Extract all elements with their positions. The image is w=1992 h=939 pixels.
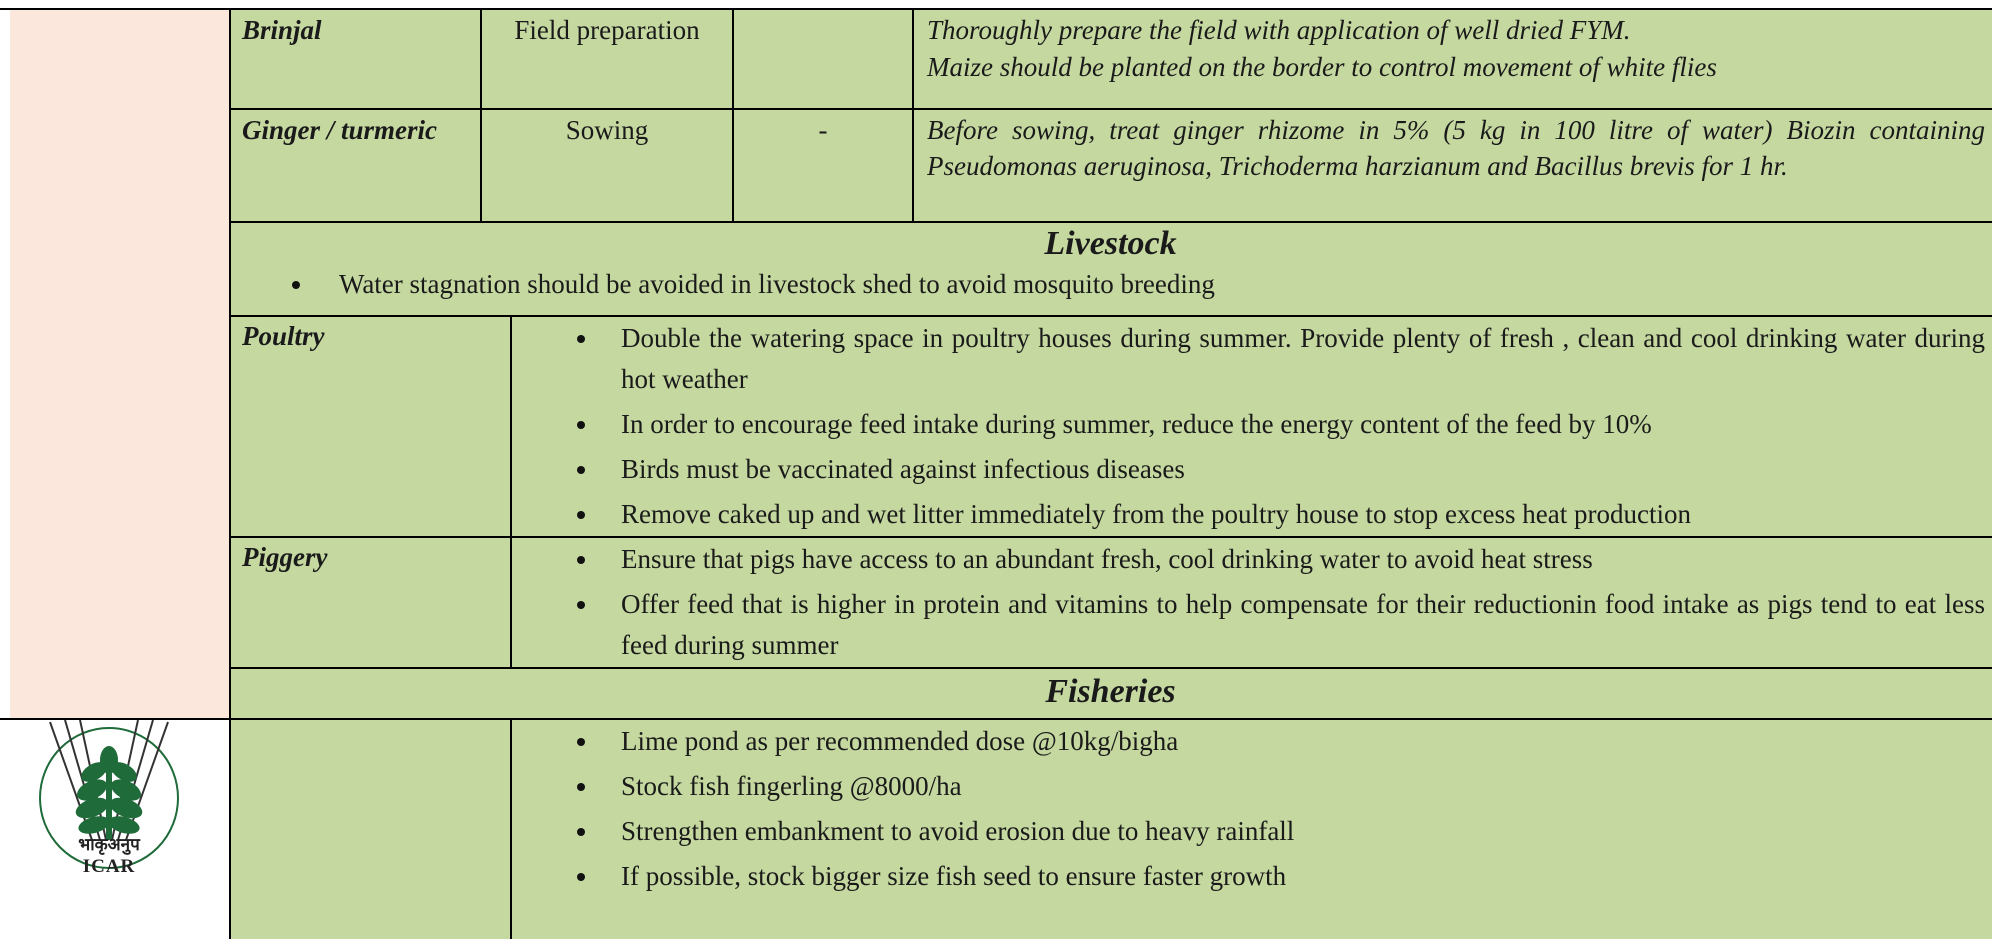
crop-stage: Field preparation — [514, 15, 700, 45]
crop-advisory: Thoroughly prepare the field with application of well dried FYM. Maize should be planted on the border to control movement of white flies — [927, 15, 1717, 82]
crop-pest: - — [818, 115, 828, 145]
section-heading-fisheries: Fisheries — [1045, 673, 1176, 710]
list-item: Double the watering space in poultry houses during summer. Provide plenty of fresh , clean and cool drinking water during hot weather — [621, 318, 1985, 400]
list-item: In order to encourage feed intake during summer, reduce the energy content of the feed by 10% — [621, 404, 1985, 445]
bullet-icon — [577, 335, 585, 343]
bullet-icon — [577, 828, 585, 836]
crop-name: Brinjal — [242, 15, 322, 45]
crop-advisory: Before sowing, treat ginger rhizome in 5% (5 kg in 100 litre of water) Biozin containing Pseudomonas aeruginosa, Trichoderma harzianum and Bacillus brevis for 1 hr. — [927, 115, 1985, 181]
list-item: If possible, stock bigger size fish seed to ensure faster growth — [621, 856, 1985, 897]
col-divider — [510, 315, 512, 667]
logo-hindi-text: भाकृअनुप — [78, 835, 140, 854]
livestock-list — [296, 264, 1986, 305]
bullet-icon — [577, 421, 585, 429]
fisheries-list — [621, 721, 1985, 897]
section-label-poultry: Poultry — [242, 321, 325, 351]
bullet-icon — [577, 873, 585, 881]
col-divider — [510, 718, 512, 939]
row-divider — [0, 718, 1992, 720]
list-item: Lime pond as per recommended dose @10kg/bigha — [621, 721, 1985, 762]
poultry-list — [621, 318, 1985, 535]
top-border-left — [0, 8, 229, 10]
bullet-icon — [577, 738, 585, 746]
table-border-top — [229, 8, 1992, 10]
bullet-icon — [577, 556, 585, 564]
row-divider — [229, 315, 1992, 317]
row-divider — [229, 221, 1992, 223]
row-divider — [229, 667, 1992, 669]
table-border-left — [229, 8, 231, 939]
list-item: Stock fish fingerling @8000/ha — [621, 766, 1985, 807]
bullet-icon — [577, 466, 585, 474]
logo-english-text: ICAR — [82, 856, 136, 877]
list-item: Remove caked up and wet litter immediately from the poultry house to stop excess heat production — [621, 494, 1985, 535]
list-item: Water stagnation should be avoided in livestock shed to avoid mosquito breeding — [296, 264, 1986, 305]
col-divider — [912, 8, 914, 221]
bullet-icon — [577, 783, 585, 791]
bullet-icon — [577, 511, 585, 519]
list-item: Birds must be vaccinated against infectious diseases — [621, 449, 1985, 490]
row-divider — [229, 108, 1992, 110]
section-heading-livestock: Livestock — [1044, 225, 1177, 262]
list-item: Strengthen embankment to avoid erosion due to heavy rainfall — [621, 811, 1985, 852]
row-divider — [229, 536, 1992, 538]
icar-logo — [20, 720, 198, 920]
bullet-icon — [292, 281, 300, 289]
icar-wheat-logo-icon — [20, 720, 198, 920]
list-item: Offer feed that is higher in protein and vitamins to help compensate for their reductionin food intake as pigs tend to eat less feed during summer — [621, 584, 1985, 666]
list-item: Ensure that pigs have access to an abundant fresh, cool drinking water to avoid heat stress — [621, 539, 1985, 580]
bullet-icon — [577, 601, 585, 609]
section-label-piggery: Piggery — [242, 542, 328, 572]
left-margin-panel — [10, 10, 229, 718]
piggery-list — [621, 539, 1985, 666]
crop-name: Ginger / turmeric — [242, 115, 438, 145]
crop-stage: Sowing — [565, 115, 649, 145]
